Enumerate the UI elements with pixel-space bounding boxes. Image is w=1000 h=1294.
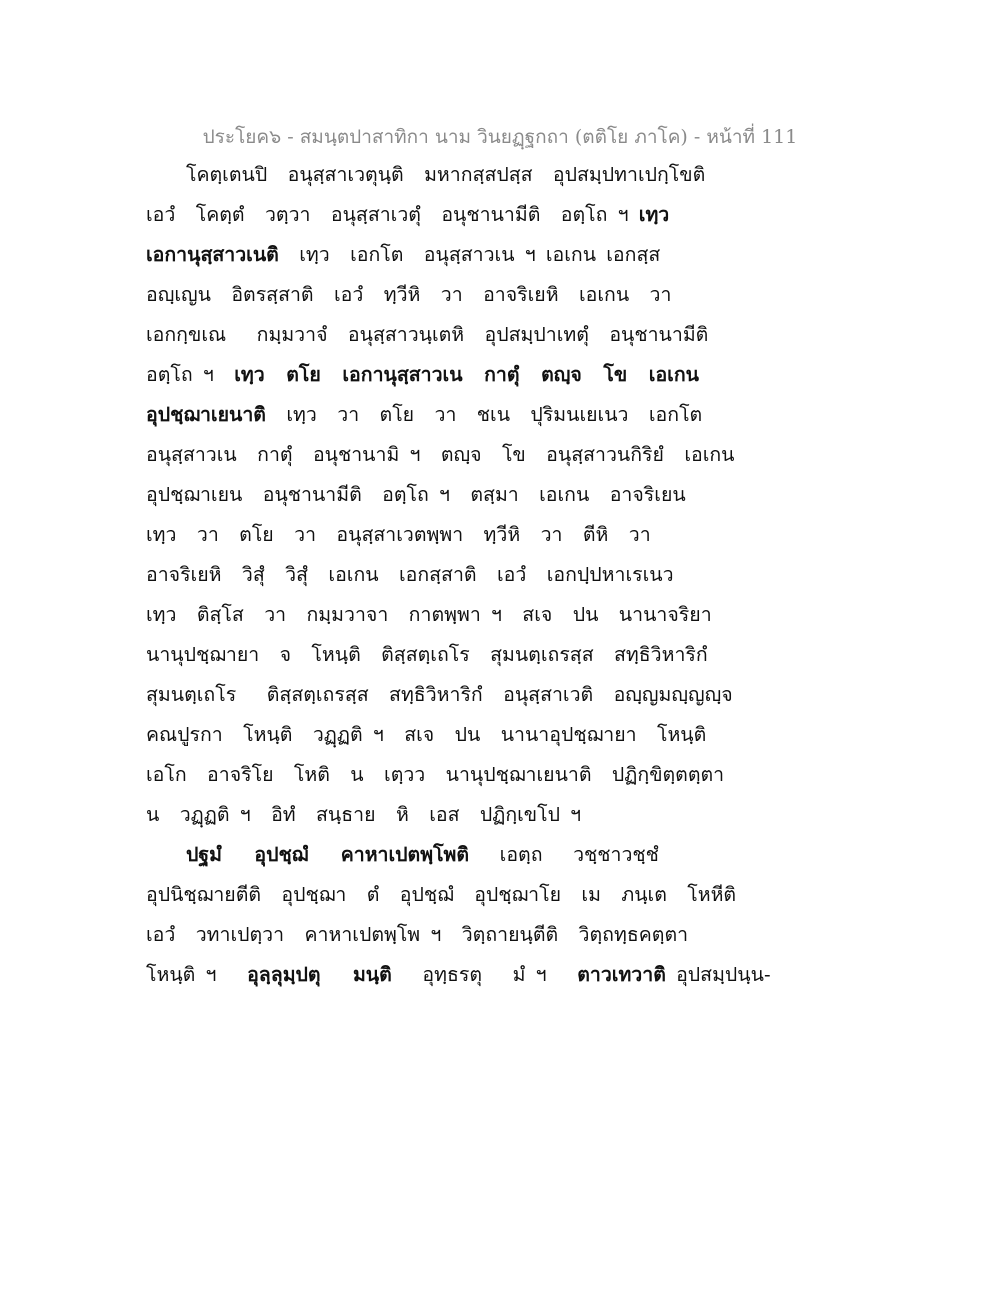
text-line: [146, 635, 706, 675]
text-line: [146, 515, 706, 555]
text-line: [146, 955, 771, 995]
text-segment: โหนฺติ ฯ: [146, 963, 248, 986]
text-segment: อนุสฺสาวเน กาตุํ อนุชานามิ ฯ ตญฺจ โข อนุสฺสาวนกิริยํ เอเกน: [146, 443, 735, 466]
text-line: [146, 235, 706, 275]
bold-term: เอกานุสฺสาวเนติ: [146, 243, 279, 266]
text-line: [146, 755, 725, 795]
text-segment: เทฺว วา ตโย วา อนุสฺสาเวตพฺพา ทฺวีหิ วา ตีหิ วา: [146, 523, 651, 546]
bold-term: ตาวเทวาติ: [577, 963, 666, 986]
text-segment: โคตฺเตนปิ อนุสฺสาเวตุนฺติ มหากสฺสปสฺส อุปสมฺปทาเปกฺโขติ: [186, 163, 706, 186]
text-line: [146, 275, 706, 315]
bold-term: ปฐมํ อุปชฺฌํ คาหาเปตพฺโพติ: [186, 843, 470, 866]
bold-term: อุปชฺฌาเยนาติ: [146, 403, 266, 426]
bold-term: เทฺว: [638, 203, 670, 226]
text-segment: เอกกฺขเณ กมฺมวาจํ อนุสฺสาวนฺเตหิ อุปสมฺปาเทตุํ อนุชานามีติ: [146, 323, 709, 346]
text-segment: อาจริเยหิ วิสุํ วิสุํ เอเกน เอกสฺสาติ เอวํ เอกปฺปหาเรเนว: [146, 563, 674, 586]
text-segment: อุปสมฺปนฺน-: [665, 963, 771, 986]
text-line: [146, 595, 712, 635]
text-line: [146, 315, 709, 355]
text-line: [146, 475, 706, 515]
text-segment: อญฺเญน อิตรสฺสาติ เอวํ ทฺวีหิ วา อาจริเยหิ เอเกน วา: [146, 283, 672, 306]
page-header: ประโยค๖ - สมนฺตปาสาทิกา นาม วินยฏฺฐกถา (ตติโย ภาโค) - หน้าที่ 111: [202, 126, 798, 148]
text-line: [146, 835, 706, 875]
text-segment: เอตฺถ วชฺชาวชฺชํ: [469, 843, 659, 866]
text-segment: คณปูรกา โหนฺติ วฏฺฏติ ฯ สเจ ปน นานาอุปชฺฌายา โหนฺติ: [146, 723, 707, 746]
body-text: [146, 155, 771, 995]
text-line: [146, 715, 706, 755]
text-segment: สุมนตฺเถโร ติสฺสตฺเถรสฺส สทฺธิวิหาริกํ อนุสฺสาเวติ อญฺญมญฺญญฺจ: [146, 683, 733, 706]
text-segment: เทฺว วา ตโย วา ชเน ปุริมนเยเนว เอกโต: [265, 403, 703, 426]
text-segment: เทฺว เอกโต อนุสฺสาวเน ฯ เอเกน เอกสฺส: [278, 243, 661, 266]
text-segment: เอวํ วทาเปตฺวา คาหาเปตพฺโพ ฯ วิตฺถายนฺตีติ วิตฺถทฺธคตฺตา: [146, 923, 689, 946]
text-line: [146, 795, 706, 835]
text-segment: อตฺโถ ฯ: [146, 363, 235, 386]
text-line: [146, 195, 706, 235]
text-line: [146, 395, 706, 435]
text-segment: เอโก อาจริโย โหติ น เตฺวว นานุปชฺฌาเยนาติ ปฏิกฺขิตฺตตฺตา: [146, 763, 725, 786]
bold-term: อุลฺลุมฺปตุ มนฺติ: [247, 963, 392, 986]
text-segment: เอวํ โคตฺตํ วตฺวา อนุสฺสาเวตุํ อนุชานามีติ อตฺโถ ฯ: [146, 203, 639, 226]
text-segment: อุทฺธรตุ มํ ฯ: [391, 963, 578, 986]
text-segment: เทฺว ติสฺโส วา กมฺมวาจา กาตพฺพา ฯ สเจ ปน นานาจริยา: [146, 603, 712, 626]
text-line: [146, 355, 706, 395]
text-line: [146, 875, 737, 915]
text-line: [146, 915, 706, 955]
bold-term: เทฺว ตโย เอกานุสฺสาวเน กาตุํ ตญฺจ โข เอเกน: [234, 363, 699, 386]
text-segment: นานุปชฺฌายา จ โหนฺติ ติสฺสตฺเถโร สุมนตฺเถรสฺส สทฺธิวิหาริกํ: [146, 643, 708, 666]
text-segment: น วฏฺฏติ ฯ อิทํ สนฺธาย หิ เอส ปฏิกฺเขโป ฯ: [146, 803, 582, 826]
text-segment: อุปชฺฌาเยน อนุชานามีติ อตฺโถ ฯ ตสฺมา เอเกน อาจริเยน: [146, 483, 686, 506]
text-line: [146, 675, 733, 715]
text-segment: อุปนิชฺฌายตีติ อุปชฺฌา ตํ อุปชฺฌํ อุปชฺฌาโย เม ภนฺเต โหหีติ: [146, 883, 737, 906]
text-line: [146, 435, 735, 475]
text-line: [146, 555, 706, 595]
text-line: [146, 155, 706, 195]
